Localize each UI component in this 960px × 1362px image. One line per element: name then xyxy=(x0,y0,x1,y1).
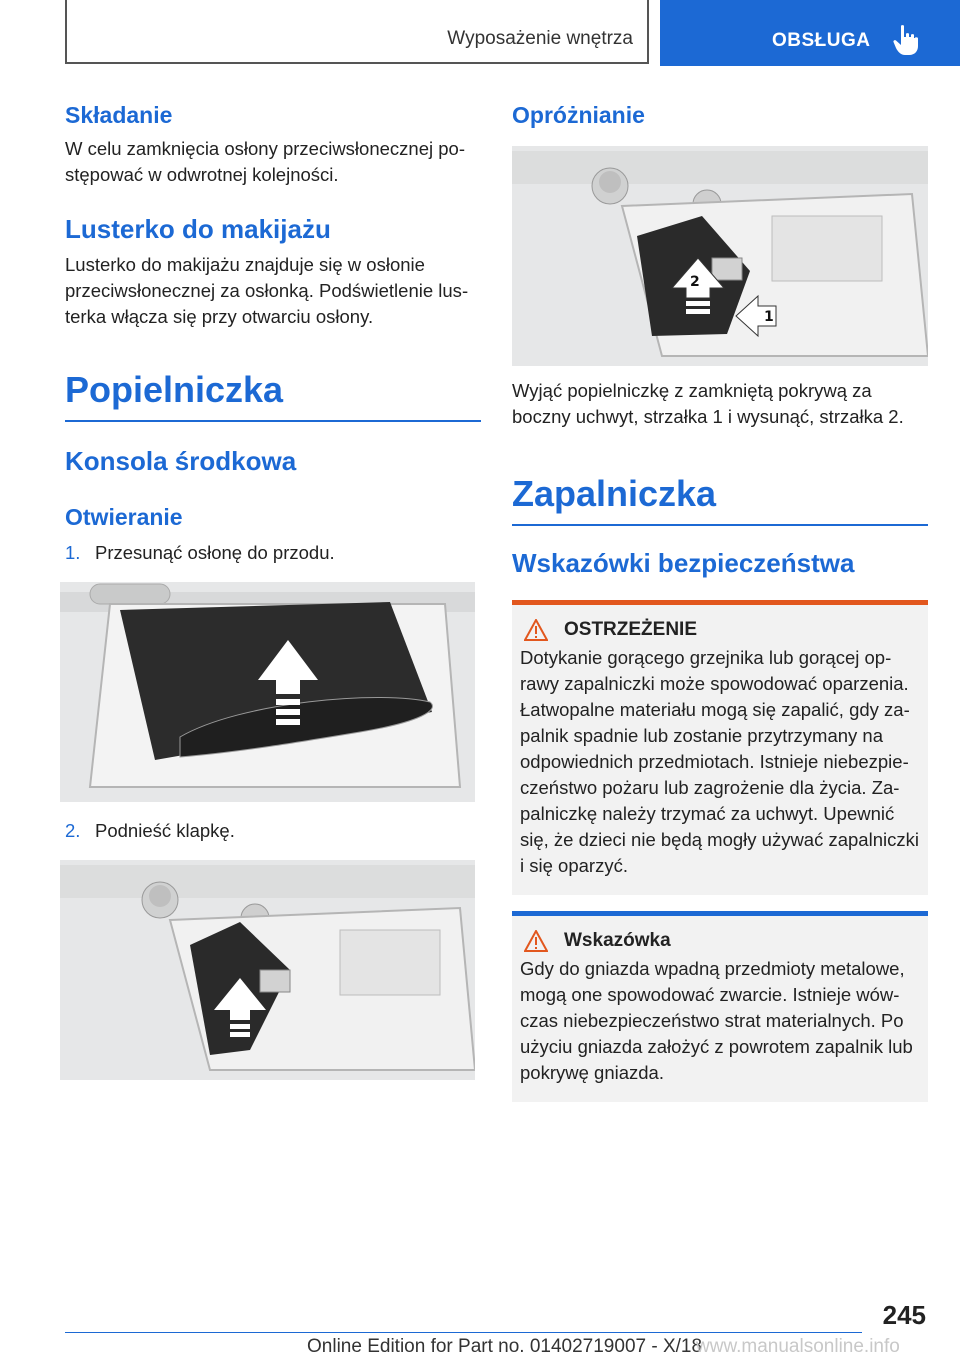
console-heading: Konsola środkowa xyxy=(65,446,297,476)
folding-text: W celu zamknięcia osłony przeciwsłonecznej postępować w odwrotnej kolejności. xyxy=(65,138,465,185)
warning-title: OSTRZEŻENIE xyxy=(564,619,698,640)
footer-watermark-url[interactable]: www.manualsonline.info xyxy=(696,1336,900,1357)
safety-heading: Wskazówki bezpieczeństwa xyxy=(512,548,855,578)
header-section-box xyxy=(65,0,649,64)
ashtray-heading: Popielniczka xyxy=(65,366,481,422)
lighter-heading: Zapalniczka xyxy=(512,470,928,526)
empty-ashtray-illustration xyxy=(512,146,928,366)
warning-header xyxy=(520,619,920,641)
step-number: 2. xyxy=(65,820,81,841)
page-number: 245 xyxy=(882,1300,926,1330)
photo-empty-ashtray xyxy=(512,146,928,366)
header-tab-label: OBSŁUGA xyxy=(772,30,871,51)
warning-box xyxy=(512,600,928,895)
warning-text: Dotykanie gorącego grzejnika lub gorącej oprawy zapalniczki może spowodować oparzenia. Łatwopalne materiału mogą się zapalić, gdy zapalnik spadnie lub zostanie przytrzymany na odpowiednich przedmiotach. Istnieje niebezpieczeństwo pożaru lub zagrożenie dla życia. Zapalniczkę należy trzymać za uchwyt. Upewnić się, że dzieci nie będą mogły używać zapalniczki i się oparzyć. xyxy=(520,647,919,876)
emptying-heading: Opróżnianie xyxy=(512,102,645,128)
note-box xyxy=(512,911,928,1102)
folding-heading: Składanie xyxy=(65,102,173,128)
step-text: Podnieść klapkę. xyxy=(95,820,235,841)
step-number: 1. xyxy=(65,542,81,563)
emptying-text: Wyjąć popielniczkę z zamkniętą pokrywą za boczny uchwyt, strzałka 1 i wysunąć, strzałka 2. xyxy=(512,380,904,427)
mirror-heading: Lusterko do makijażu xyxy=(65,214,331,244)
note-text: Gdy do gniazda wpadną przedmioty metalowe, mogą one spowodować zwarcie. Istnieje wówczas niebezpieczeństwo strat materialnych. Po użyciu gniazda założyć z powrotem zapalnik lub pokrywę gniazda. xyxy=(520,958,913,1083)
callout-2: 2 xyxy=(690,274,700,290)
console-cover-illustration xyxy=(60,582,475,802)
lift-flap-illustration xyxy=(60,860,475,1080)
step-text: Przesunąć osłonę do przodu. xyxy=(95,542,335,563)
photo-slide-cover xyxy=(60,582,475,802)
hand-pointer-icon xyxy=(892,24,920,56)
note-header xyxy=(520,930,920,952)
mirror-text: Lusterko do makijażu znajduje się w osłonie przeciwsłonecznej za osłonką. Podświetlenie lusterka włącza się przy otwarciu osłony. xyxy=(65,254,469,327)
left-column xyxy=(65,100,481,1080)
footer-edition: Online Edition for Part no. 01402719007 - X/18 xyxy=(307,1336,703,1357)
callout-1: 1 xyxy=(764,309,774,325)
step-1 xyxy=(65,540,481,566)
warning-triangle-icon xyxy=(524,619,548,641)
right-column xyxy=(512,100,928,1102)
caution-triangle-icon xyxy=(524,930,548,952)
opening-heading: Otwieranie xyxy=(65,504,183,530)
step-2 xyxy=(65,818,481,844)
photo-lift-flap xyxy=(60,860,475,1080)
header-section-title: Wyposażenie wnętrza xyxy=(447,28,633,49)
footer-divider xyxy=(65,1332,862,1333)
header-tab-obsluga[interactable] xyxy=(660,0,960,66)
note-title: Wskazówka xyxy=(564,930,671,951)
